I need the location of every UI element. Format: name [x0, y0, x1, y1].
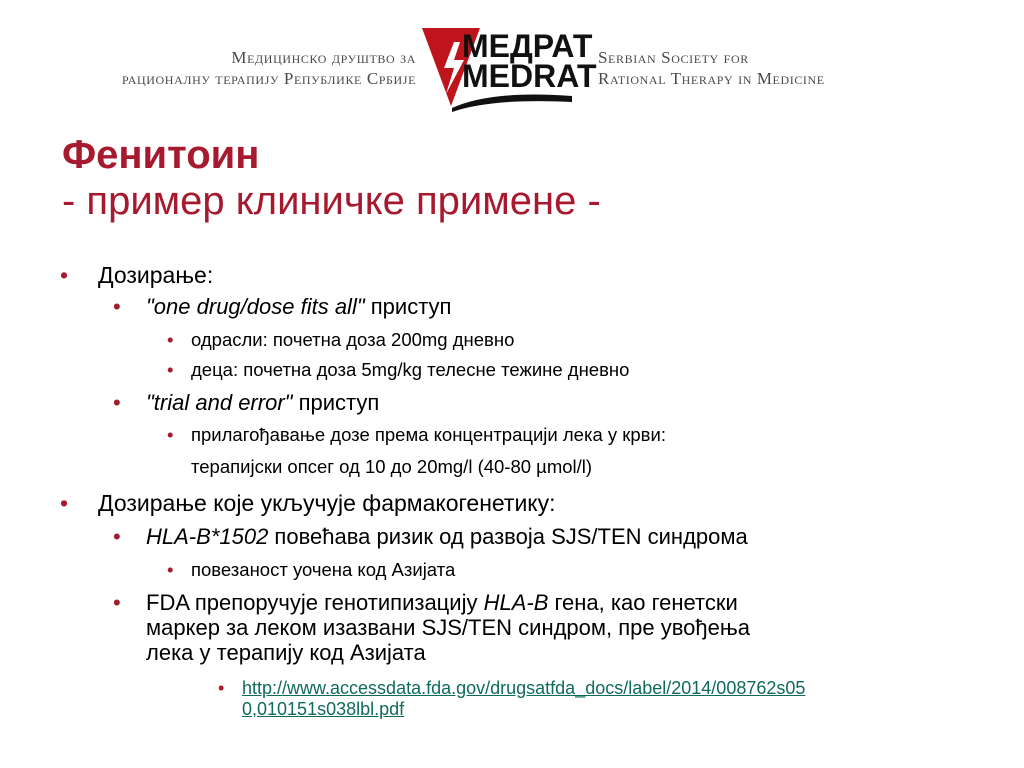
- bullet-dot: •: [60, 262, 69, 288]
- bullet-dot: •: [167, 559, 174, 580]
- society-name-english-line1: Serbian Society for: [598, 48, 749, 67]
- bullet-dot: •: [167, 329, 174, 350]
- society-name-serbian: [122, 47, 416, 89]
- bullet-dot: •: [113, 294, 121, 319]
- bullet-dot: •: [113, 524, 121, 549]
- bullet-dot: •: [218, 678, 225, 698]
- society-name-serbian-line1: Медицинско друштво за: [231, 48, 416, 67]
- logo-text-top: МЕДРАТ: [462, 28, 593, 64]
- society-name-english-line2: Rational Therapy in Medicine: [598, 69, 825, 88]
- bullet-dot: •: [167, 359, 174, 380]
- bullet-dot: •: [113, 390, 121, 415]
- society-name-english: [598, 47, 825, 89]
- medrat-logo: [422, 24, 597, 114]
- slide-title: [62, 132, 601, 224]
- bullet-dot: •: [60, 490, 69, 516]
- title-main: Фенитоин: [62, 133, 260, 177]
- bullet-dot: •: [167, 424, 174, 445]
- fda-label-link[interactable]: http://www.accessdata.fda.gov/drugsatfda_docs/label/2014/008762s05 0,010151s038lbl.pdf: [242, 678, 806, 719]
- logo-text-bottom: MEDRAT: [462, 58, 597, 94]
- bullet-dot: •: [113, 590, 121, 615]
- society-name-serbian-line2: рационалну терапију Републике Србије: [122, 69, 416, 88]
- title-subtitle: - пример клиничке примене -: [62, 179, 601, 223]
